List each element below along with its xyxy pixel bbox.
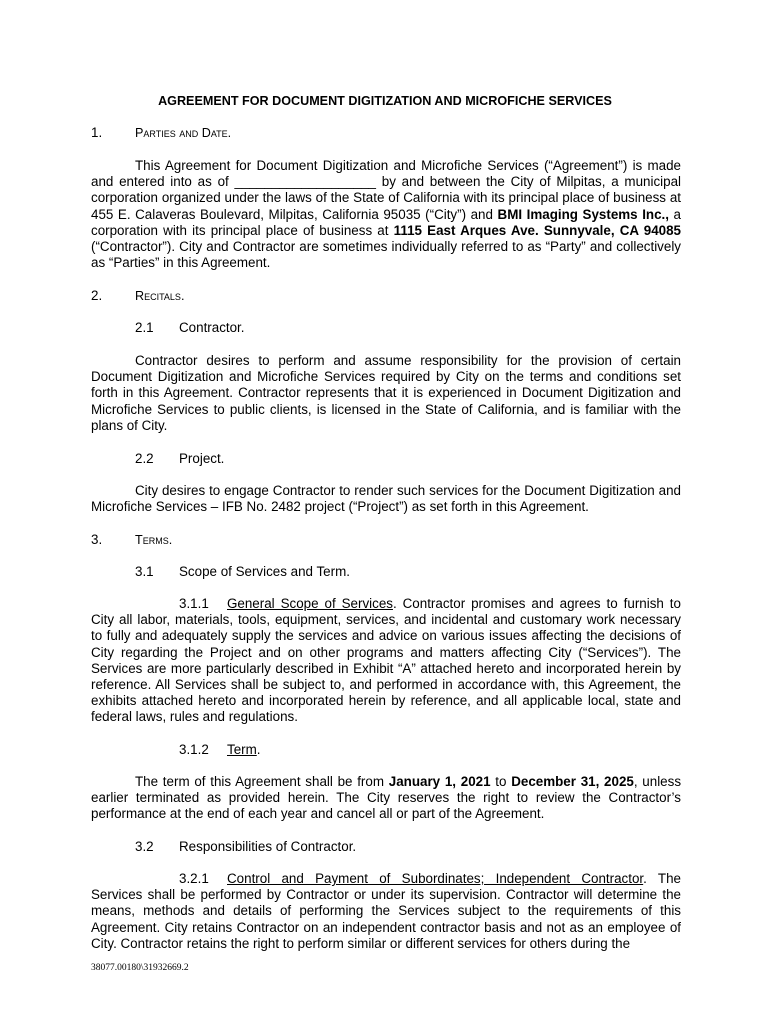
document-footer-id: 38077.00180\31932669.2 [91,963,189,973]
section-number: 3. [91,532,103,547]
section-heading: Project. [179,451,225,466]
section-heading: General Scope of Services [227,596,393,611]
paragraph-text: Contractor desires to perform and assume responsibility for the provision of certain Document Digitization and Microfiche Services required by City on the terms and conditions set forth in this Agreement. Contractor represents that it is experienced in Document Digitization and Microfiche Services to public clients, is licensed in the State of California, and is familiar with the plans of City. [91,353,681,433]
end-date: December 31, 2025 [511,774,634,789]
start-date: January 1, 2021 [388,774,491,789]
project-paragraph [91,483,681,515]
section-number: 3.1 [135,564,154,579]
paragraph-text: a corporation with its principal place of business at [91,206,681,238]
contractor-paragraph [91,353,681,434]
section-3-heading [91,532,681,548]
section-number: 2.1 [135,320,154,335]
scope-paragraph [91,596,681,726]
section-heading: Responsibilities of Contractor. [179,839,357,854]
paragraph-text: The term of this Agreement shall be from [135,774,389,789]
section-heading: Recitals. [135,289,185,303]
heading-punctuation: . [256,742,261,757]
section-heading: Scope of Services and Term. [179,564,350,579]
paragraph-text: City desires to engage Contractor to render such services for the Document Digitization and Microfiche Services – IFB No. 2482 project (“Project”) as set forth in this Agreement. [91,483,681,515]
section-2-1-heading [91,320,681,336]
paragraph-text: This Agreement for Document Digitization and Microfiche Services (“Agreement”) is made and entered into as of ___________________ by and between the City of Milpitas, a municipal corporation organized under the laws of the State of California with its principal place of business at 455 E. Calaveras Boulevard, Milpitas, California 95035 (“City”) and [91,158,681,222]
section-number: 2. [91,288,103,303]
paragraph-text: . The Services shall be performed by Contractor or under its supervision. Contractor will determine the means, methods and details of performing the Services subject to the requirements of this Agreement. City retains Contractor on an independent contractor basis and not as an employee of City. Contractor retains the right to perform similar or different services for others during the [91,871,682,951]
paragraph-text: , unless earlier terminated as provided herein. The City reserves the right to review the Contractor’s performance at the end of each year and cancel all or part of the Agreement. [91,774,682,822]
parties-paragraph [91,158,681,271]
section-heading: Term [227,742,257,757]
section-2-2-heading [91,451,681,467]
section-2-heading [91,288,681,304]
section-3-1-heading [91,564,681,580]
contractor-address: 1115 East Arques Ave. Sunnyvale, CA 94085 [393,222,681,238]
section-1-heading [91,125,681,141]
section-number: 3.1.2 [179,742,209,757]
section-heading: Contractor. [179,320,245,335]
contractor-name: BMI Imaging Systems Inc., [497,206,669,222]
term-paragraph [91,774,681,823]
paragraph-text: . Contractor promises and agrees to furnish to City all labor, materials, tools, equipment, services, and incidental and customary work necessary to fully and adequately supply the services and advice on various issues affecting the decisions of City regarding the Project and on other programs and matters affecting City (“Services”). The Services are more particularly described in Exhibit “A” attached hereto and incorporated herein by reference. All Services shall be subject to, and performed in accordance with, this Agreement, the exhibits attached hereto and incorporated herein by reference, and all applicable local, state and federal laws, rules and regulations. [91,596,681,725]
paragraph-text: to [490,774,512,789]
section-number: 3.2.1 [179,871,209,886]
section-number: 3.2 [135,839,154,854]
section-heading: Control and Payment of Subordinates; Independent Contractor [227,871,644,886]
section-heading: Parties and Date. [135,126,232,140]
section-heading: Terms. [135,533,173,547]
section-number: 2.2 [135,451,154,466]
paragraph-text: (“Contractor”). City and Contractor are sometimes individually referred to as “Party” and collectively as “Parties” in this Agreement. [91,239,681,271]
control-paragraph [91,871,681,952]
section-number: 1. [91,125,103,140]
section-3-2-heading [91,839,681,855]
section-3-1-2-heading [91,742,681,758]
section-number: 3.1.1 [179,596,209,611]
document-title: AGREEMENT FOR DOCUMENT DIGITIZATION AND MICROFICHE SERVICES [158,94,612,108]
